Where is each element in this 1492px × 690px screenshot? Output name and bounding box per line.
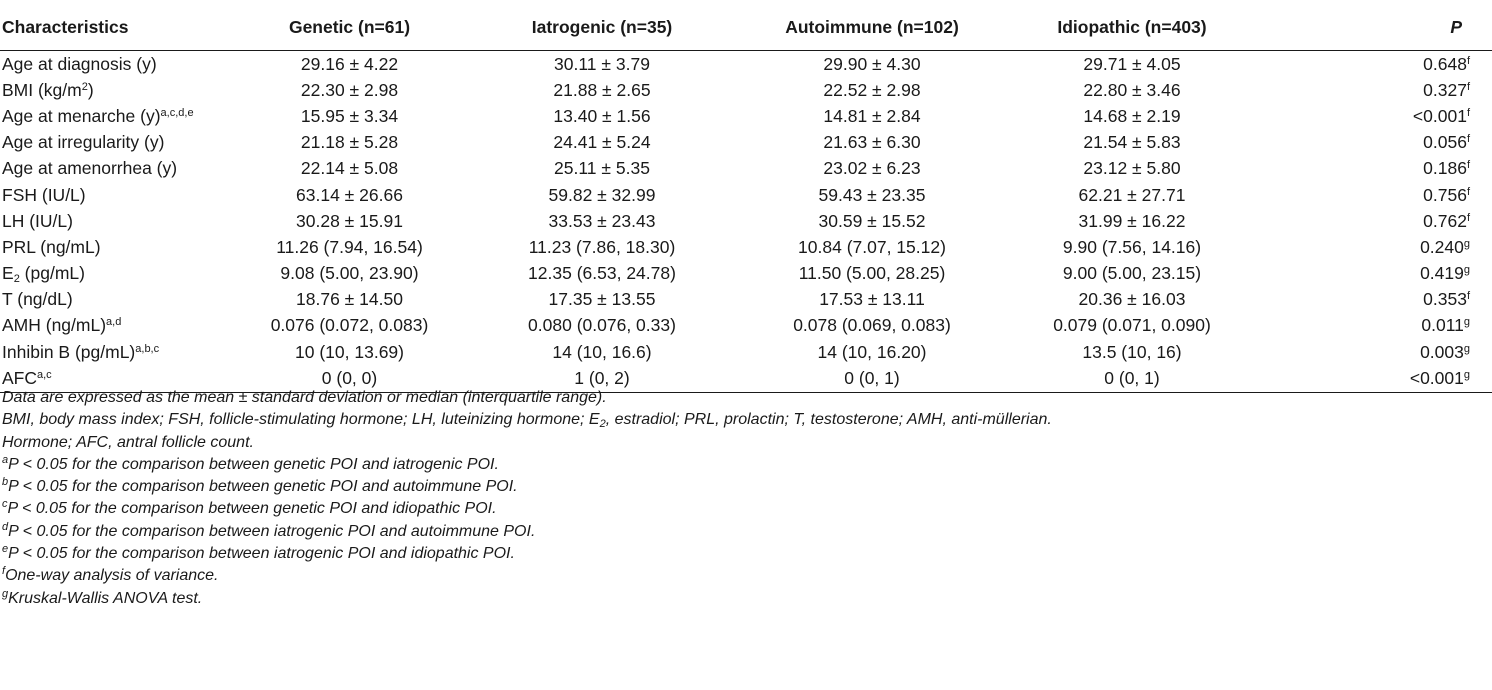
row-label-text: Age at diagnosis (y): [2, 53, 157, 74]
table-row: [0, 77, 1492, 103]
row-label-subscript: 2: [13, 272, 20, 285]
cell-autoimmune: 0.078 (0.069, 0.083): [793, 315, 951, 336]
cell-genetic: 9.08 (5.00, 23.90): [280, 263, 419, 284]
cell-p-value: [1257, 77, 1492, 103]
row-label-text: PRL (ng/mL): [2, 236, 101, 257]
row-label: [0, 156, 232, 182]
p-value-footnote: f: [1466, 159, 1470, 172]
cell-iatrogenic: 30.11 ± 3.79: [554, 53, 650, 74]
row-label-text: Age at irregularity (y): [2, 132, 165, 153]
cell-autoimmune: 21.63 ± 6.30: [823, 132, 921, 153]
p-value-footnote: f: [1466, 185, 1470, 198]
cell-autoimmune: 10.84 (7.07, 15.12): [798, 236, 946, 257]
row-label: [0, 313, 232, 339]
cell-idiopathic: 62.21 ± 27.71: [1078, 184, 1186, 205]
row-label: [0, 182, 232, 208]
cell-idiopathic: 23.12 ± 5.80: [1083, 158, 1181, 179]
cell-iatrogenic: 25.11 ± 5.35: [554, 158, 650, 179]
cell-idiopathic: 14.68 ± 2.19: [1083, 105, 1181, 126]
row-label-exponent: 2: [81, 80, 88, 93]
row-label-text: Age at menarche (y): [2, 105, 161, 126]
footnote-item: [2, 588, 1052, 610]
cell-p-value: [1257, 365, 1492, 393]
row-label: [0, 261, 232, 287]
cell-idiopathic: 29.71 ± 4.05: [1083, 53, 1181, 74]
cell-autoimmune: 14 (10, 16.20): [817, 341, 927, 362]
cell-p-value: [1257, 261, 1492, 287]
note-abbr-part2: , estradiol; PRL, prolactin; T, testosterone; AMH, anti-müllerian.: [605, 411, 1052, 429]
cell-autoimmune: 0 (0, 1): [737, 365, 1007, 393]
cell-genetic: 0 (0, 0): [232, 365, 467, 393]
cell-autoimmune: 59.43 ± 23.35: [818, 184, 926, 205]
cell-genetic: 0.076 (0.072, 0.083): [270, 315, 429, 336]
table-notes: [2, 387, 1052, 610]
cell-iatrogenic: 11.23 (7.86, 18.30): [528, 236, 676, 257]
footnote-item: [2, 521, 1052, 543]
p-value-footnote: f: [1466, 54, 1470, 67]
table-row: [0, 182, 1492, 208]
footnote-item: [2, 454, 1052, 476]
table-row: [0, 339, 1492, 365]
row-label-suffix: ): [87, 79, 94, 100]
characteristics-table: [0, 4, 1492, 393]
header-idiopathic: Idiopathic (n=403): [1007, 4, 1257, 51]
row-label: [0, 103, 232, 129]
p-value-text: <0.001: [1412, 105, 1467, 126]
cell-idiopathic: 31.99 ± 16.22: [1078, 210, 1186, 231]
table-row: [0, 51, 1492, 78]
cell-p-value: [1257, 182, 1492, 208]
footnote-item: [2, 476, 1052, 498]
footnote-mark: f: [2, 565, 6, 578]
footnote-mark: b: [2, 476, 9, 489]
row-label-text: BMI (kg/m: [2, 79, 82, 100]
p-value-footnote: f: [1466, 133, 1470, 146]
cell-genetic: 29.16 ± 4.22: [300, 53, 399, 74]
p-value-text: 0.327: [1423, 79, 1467, 100]
row-label-footnote: a,c: [37, 369, 52, 382]
cell-p-value: [1257, 339, 1492, 365]
cell-idiopathic: 20.36 ± 16.03: [1078, 289, 1186, 310]
footnote-mark: g: [2, 587, 9, 600]
cell-p-value: [1257, 234, 1492, 260]
table-body: [0, 51, 1492, 393]
cell-genetic: 22.30 ± 2.98: [300, 79, 399, 100]
cell-autoimmune: 11.50 (5.00, 28.25): [798, 263, 946, 284]
p-value-footnote: g: [1463, 316, 1470, 329]
header-autoimmune: Autoimmune (n=102): [737, 4, 1007, 51]
p-value-text: 0.003: [1420, 341, 1464, 362]
row-label: [0, 208, 232, 234]
row-label: [0, 130, 232, 156]
footnote-mark: d: [2, 520, 9, 533]
table-row: [0, 234, 1492, 260]
row-label: [0, 234, 232, 260]
note-abbreviations-cont: Hormone; AFC, antral follicle count.: [2, 433, 254, 451]
p-value-footnote: f: [1466, 290, 1470, 303]
cell-iatrogenic: 13.40 ± 1.56: [553, 105, 651, 126]
header-characteristics: Characteristics: [0, 4, 232, 51]
cell-idiopathic: 22.80 ± 3.46: [1083, 79, 1181, 100]
row-label-footnote: a,b,c: [135, 342, 160, 355]
cell-iatrogenic: 17.35 ± 13.55: [548, 289, 656, 310]
p-value-text: 0.240: [1420, 236, 1464, 257]
table-row: [0, 313, 1492, 339]
cell-idiopathic: 0 (0, 1): [1007, 365, 1257, 393]
note-data-expression: Data are expressed as the mean ± standard deviation or median (interquartile range).: [2, 389, 607, 406]
footnote-text: One-way analysis of variance.: [5, 567, 219, 585]
p-value-footnote: g: [1463, 369, 1470, 382]
p-value-text: 0.186: [1423, 158, 1467, 179]
cell-genetic: 30.28 ± 15.91: [296, 210, 403, 231]
cell-iatrogenic: 24.41 ± 5.24: [553, 132, 651, 153]
p-value-footnote: f: [1466, 106, 1470, 119]
p-value-text: 0.056: [1423, 132, 1467, 153]
header-iatrogenic: Iatrogenic (n=35): [467, 4, 737, 51]
row-label: [0, 339, 232, 365]
cell-iatrogenic: 14 (10, 16.6): [552, 341, 652, 362]
cell-p-value: [1257, 156, 1492, 182]
cell-iatrogenic: 33.53 ± 23.43: [548, 210, 656, 231]
p-value-footnote: g: [1463, 342, 1470, 355]
cell-genetic: 21.18 ± 5.28: [300, 132, 399, 153]
header-row: [0, 4, 1492, 51]
cell-genetic: 15.95 ± 3.34: [300, 105, 399, 126]
p-value-footnote: f: [1466, 80, 1470, 93]
cell-autoimmune: 30.59 ± 15.52: [818, 210, 926, 231]
p-value-footnote: g: [1463, 237, 1470, 250]
p-value-text: 0.762: [1423, 210, 1467, 231]
p-value-text: 0.353: [1423, 289, 1467, 310]
cell-genetic: 18.76 ± 14.50: [296, 289, 403, 310]
footnote-text: P < 0.05 for the comparison between genetic POI and autoimmune POI.: [8, 478, 518, 496]
footnote-text: P < 0.05 for the comparison between genetic POI and idiopathic POI.: [7, 500, 497, 518]
row-label-text: AFC: [2, 368, 37, 389]
cell-iatrogenic: 1 (0, 2): [467, 365, 737, 393]
cell-iatrogenic: 59.82 ± 32.99: [548, 184, 656, 205]
header-genetic: Genetic (n=61): [232, 4, 467, 51]
row-label-text: T (ng/dL): [2, 289, 73, 310]
table-row: [0, 103, 1492, 129]
cell-autoimmune: 14.81 ± 2.84: [823, 105, 921, 126]
cell-iatrogenic: 21.88 ± 2.65: [553, 79, 651, 100]
cell-iatrogenic: 12.35 (6.53, 24.78): [528, 263, 676, 284]
cell-autoimmune: 17.53 ± 13.11: [819, 289, 925, 310]
row-label-text: Age at amenorrhea (y): [2, 158, 178, 179]
cell-idiopathic: 9.00 (5.00, 23.15): [1062, 263, 1202, 284]
header-p-value: P: [1257, 4, 1492, 51]
footnote-text: P < 0.05 for the comparison between iatrogenic POI and autoimmune POI.: [8, 522, 536, 540]
row-label-text: LH (IU/L): [2, 210, 73, 231]
footnote-text: P < 0.05 for the comparison between genetic POI and iatrogenic POI.: [8, 455, 499, 473]
row-label: [0, 77, 232, 103]
p-value-text: 0.011: [1421, 315, 1464, 336]
cell-p-value: [1257, 287, 1492, 313]
p-value-footnote: g: [1463, 264, 1470, 277]
table-row: [0, 287, 1492, 313]
row-label: [0, 287, 232, 313]
cell-idiopathic: 9.90 (7.56, 14.16): [1062, 236, 1202, 257]
cell-autoimmune: 22.52 ± 2.98: [823, 79, 921, 100]
row-label-text: E: [2, 263, 14, 284]
note-abbr-subscript: 2: [599, 418, 606, 431]
cell-iatrogenic: 0.080 (0.076, 0.33): [528, 315, 676, 336]
footnote-mark: e: [2, 543, 9, 556]
cell-p-value: [1257, 51, 1492, 78]
note-abbreviations: [2, 409, 1052, 431]
footnote-item: [2, 498, 1052, 520]
cell-autoimmune: 29.90 ± 4.30: [823, 53, 921, 74]
table-row: [0, 261, 1492, 287]
cell-p-value: [1257, 103, 1492, 129]
table-row: [0, 130, 1492, 156]
cell-idiopathic: 21.54 ± 5.83: [1083, 132, 1181, 153]
cell-p-value: [1257, 130, 1492, 156]
cell-genetic: 63.14 ± 26.66: [296, 184, 403, 205]
note-abbr-part1: BMI, body mass index; FSH, follicle-stimulating hormone; LH, luteinizing hormone; E: [2, 411, 600, 429]
cell-genetic: 10 (10, 13.69): [295, 341, 404, 362]
p-value-text: 0.648: [1423, 53, 1467, 74]
footnote-item: [2, 543, 1052, 565]
table-row: [0, 208, 1492, 234]
row-label-text: AMH (ng/mL): [2, 315, 107, 336]
cell-idiopathic: 13.5 (10, 16): [1082, 341, 1182, 362]
p-value-text: 0.756: [1423, 184, 1467, 205]
cell-autoimmune: 23.02 ± 6.23: [823, 158, 921, 179]
row-label-footnote: a,c,d,e: [160, 106, 194, 119]
row-label-suffix: (pg/mL): [19, 263, 85, 284]
table-row: [0, 156, 1492, 182]
row-label-footnote: a,d: [106, 316, 122, 329]
footnote-mark: a: [2, 453, 9, 466]
p-value-text: 0.419: [1420, 263, 1464, 284]
cell-genetic: 11.26 (7.94, 16.54): [276, 236, 423, 257]
cell-genetic: 22.14 ± 5.08: [300, 158, 399, 179]
table-header: [0, 4, 1492, 51]
footnote-text: Kruskal-Wallis ANOVA test.: [8, 589, 203, 607]
footnote-mark: c: [2, 498, 8, 511]
row-label: [0, 51, 232, 78]
footnote-item: [2, 565, 1052, 587]
row-label-text: Inhibin B (pg/mL): [2, 341, 136, 362]
footnote-text: P < 0.05 for the comparison between iatrogenic POI and idiopathic POI.: [8, 545, 515, 563]
footnote-list: [2, 454, 1052, 610]
cell-p-value: [1257, 313, 1492, 339]
p-value-text: <0.001: [1409, 368, 1464, 389]
cell-p-value: [1257, 208, 1492, 234]
row-label-text: FSH (IU/L): [2, 184, 86, 205]
cell-idiopathic: 0.079 (0.071, 0.090): [1053, 315, 1211, 336]
p-value-footnote: f: [1466, 211, 1470, 224]
